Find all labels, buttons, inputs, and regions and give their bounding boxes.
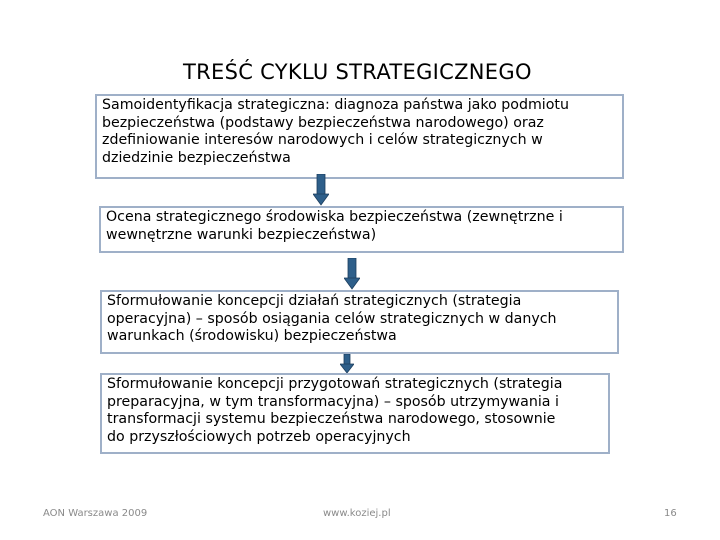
step-1-line-3: zdefiniowanie interesów narodowych i celów strategicznych w (102, 132, 543, 148)
step-1-line-4: dziedzinie bezpieczeństwa (102, 149, 291, 166)
step-1-line-1: Samoidentyfikacja strategiczna: diagnoza państwa jako podmiotu (102, 97, 569, 113)
step-3-line-1: Sformułowanie koncepcji działań strategicznych (strategia (107, 293, 522, 309)
step-2-line-2: wewnętrzne warunki bezpieczeństwa) (106, 226, 377, 243)
footer-left: AON Warszawa 2009 (43, 508, 148, 519)
step-4-line-4: do przyszłościowych potrzeb operacyjnych (107, 428, 411, 445)
down-arrow-icon (313, 174, 329, 206)
step-box-self-identification (95, 94, 624, 179)
step-box-preparatory-strategy (100, 373, 610, 454)
step-1-line-2: bezpieczeństwa (podstawy bezpieczeństwa narodowego) oraz (102, 114, 544, 131)
slide-title: TREŚĆ CYKLU STRATEGICZNEGO (183, 60, 532, 84)
step-4-line-3: transformacji systemu bezpieczeństwa narodowego, stosownie (107, 411, 556, 427)
step-4-line-1: Sformułowanie koncepcji przygotowań strategicznych (strategia (107, 376, 563, 392)
step-4-line-2: preparacyjna, w tym transformacyjna) – sposób utrzymywania i (107, 393, 559, 410)
step-box-environment-assessment (99, 206, 624, 253)
step-box-operational-strategy (100, 290, 619, 354)
page-number: 16 (664, 508, 677, 519)
step-3-line-2: operacyjna) – sposób osiągania celów strategicznych w danych (107, 310, 557, 327)
down-arrow-icon (344, 258, 360, 290)
step-2-line-1: Ocena strategicznego środowiska bezpieczeństwa (zewnętrzne i (106, 209, 563, 225)
step-3-line-3: warunkach (środowisku) bezpieczeństwa (107, 328, 397, 344)
down-arrow-icon (340, 354, 354, 374)
footer-center: www.koziej.pl (323, 508, 391, 519)
